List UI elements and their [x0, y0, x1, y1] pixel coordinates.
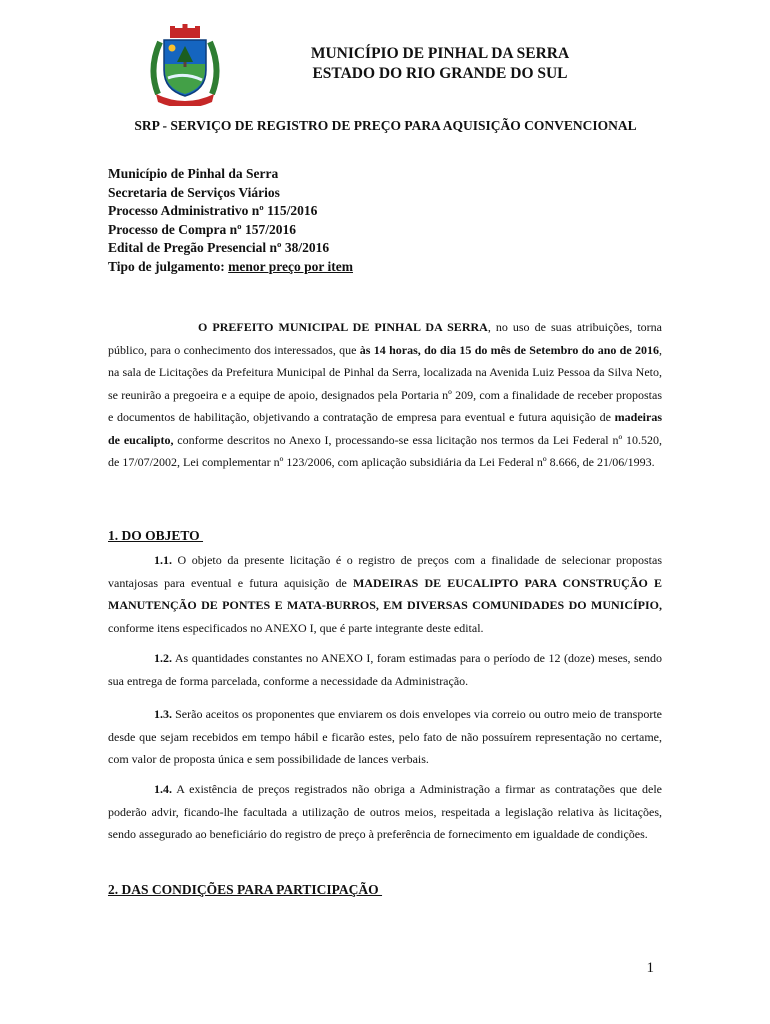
paragraph-1-4 — [108, 778, 662, 846]
paragraph-1-1-bold: MADEIRAS DE EUCALIPTO PARA CONSTRUÇÃO E MANUTENÇÃO DE PONTES E MATA-BURROS, EM DIVERSAS COMUNIDADES DO MUNICÍPIO, — [108, 575, 662, 612]
intro-text-3: conforme descritos no Anexo I, processando-se essa licitação nos termos da Lei Federal nº 10.520, de 17/07/2002, Lei complementar nº 123/2006, com aplicação subsidiária da Lei Federal nº 8.666, de 21/06/1993. — [108, 432, 662, 469]
municipal-coat-of-arms — [150, 24, 220, 106]
paragraph-1-3 — [108, 703, 662, 771]
municipality-header — [255, 44, 625, 84]
intro-paragraph — [108, 316, 662, 474]
info-municipio: Município de Pinhal da Serra — [108, 166, 279, 181]
info-secretaria: Secretaria de Serviços Viários — [108, 184, 280, 200]
info-julgamento — [108, 258, 353, 277]
paragraph-1-1-text-2: conforme itens especificados no ANEXO I, que é parte integrante deste edital. — [108, 620, 484, 635]
page-number: 1 — [646, 960, 654, 976]
paragraph-1-2-text: As quantidades constantes no ANEXO I, foram estimadas para o período de 12 (doze) meses, sendo sua entrega de forma parcelada, conforme a necessidade da Administração. — [108, 651, 662, 688]
intro-text-1: , no uso de suas atribuições, torna público, para o conhecimento dos interessados, que — [108, 320, 662, 357]
state-name: ESTADO DO RIO GRANDE DO SUL — [312, 65, 568, 82]
paragraph-1-3-text: Serão aceitos os proponentes que enviarem os dois envelopes via correio ou outro meio de transporte desde que sejam recebidos em tempo hábil e ficarão estes, pelo fato de não possuírem representação no certame, com valor de proposta única e sem possibilidade de lances verbais. — [108, 707, 662, 766]
julgamento-label: Tipo de julgamento: — [108, 258, 229, 274]
paragraph-1-1-number: 1.1. — [154, 553, 172, 567]
intro-time: às 14 horas, do dia 15 do mês de Setembro do ano de 2016 — [359, 342, 659, 357]
document-subtitle: SRP - SERVIÇO DE REGISTRO DE PREÇO PARA AQUISIÇÃO CONVENCIONAL — [134, 118, 637, 133]
paragraph-1-1 — [108, 549, 662, 639]
paragraph-1-4-text: A existência de preços registrados não obriga a Administração a firmar as contratações que dele poderão advir, ficando-lhe facultada a utilização de outros meios, respeitada a legislação relativa às licitações, sendo assegurado ao beneficiário do registro de preço à preferência de fornecimento em igualdade de condições. — [108, 782, 662, 841]
paragraph-1-2 — [108, 647, 662, 692]
paragraph-1-3-number: 1.3. — [154, 707, 172, 721]
paragraph-1-4-number: 1.4. — [154, 782, 172, 796]
paragraph-1-2-number: 1.2. — [154, 651, 172, 665]
julgamento-value: menor preço por item — [228, 258, 353, 274]
process-info-block — [108, 165, 353, 277]
intro-text-2: , na sala de Licitações da Prefeitura Municipal de Pinhal da Serra, localizada na Avenida Luiz Pessoa da Silva Neto, se reunirão a pregoeira e a equipe de apoio, designados pela Portaria nº 209, com a finalidade de receber propostas e documentos de habilitação, objetivando a contratação de empresa para eventual e futura aquisição de — [108, 342, 662, 424]
municipality-name: MUNICÍPIO DE PINHAL DA SERRA — [310, 45, 570, 62]
paragraph-1-1-text-1: O objeto da presente licitação é o registro de preços com a finalidade de selecionar propostas vantajosas para eventual e futura aquisição de — [108, 553, 662, 590]
info-processo-compra: Processo de Compra nº 157/2016 — [108, 221, 296, 237]
section-2-title: 2. DAS CONDIÇÕES PARA PARTICIPAÇÃO — [108, 882, 383, 897]
info-edital: Edital de Pregão Presencial nº 38/2016 — [108, 240, 330, 256]
info-processo-administrativo: Processo Administrativo nº 115/2016 — [108, 203, 318, 219]
intro-lead: O PREFEITO MUNICIPAL DE PINHAL DA SERRA — [198, 320, 488, 334]
section-1-title: 1. DO OBJETO — [108, 528, 204, 543]
intro-item: madeiras de eucalipto, — [108, 410, 662, 447]
